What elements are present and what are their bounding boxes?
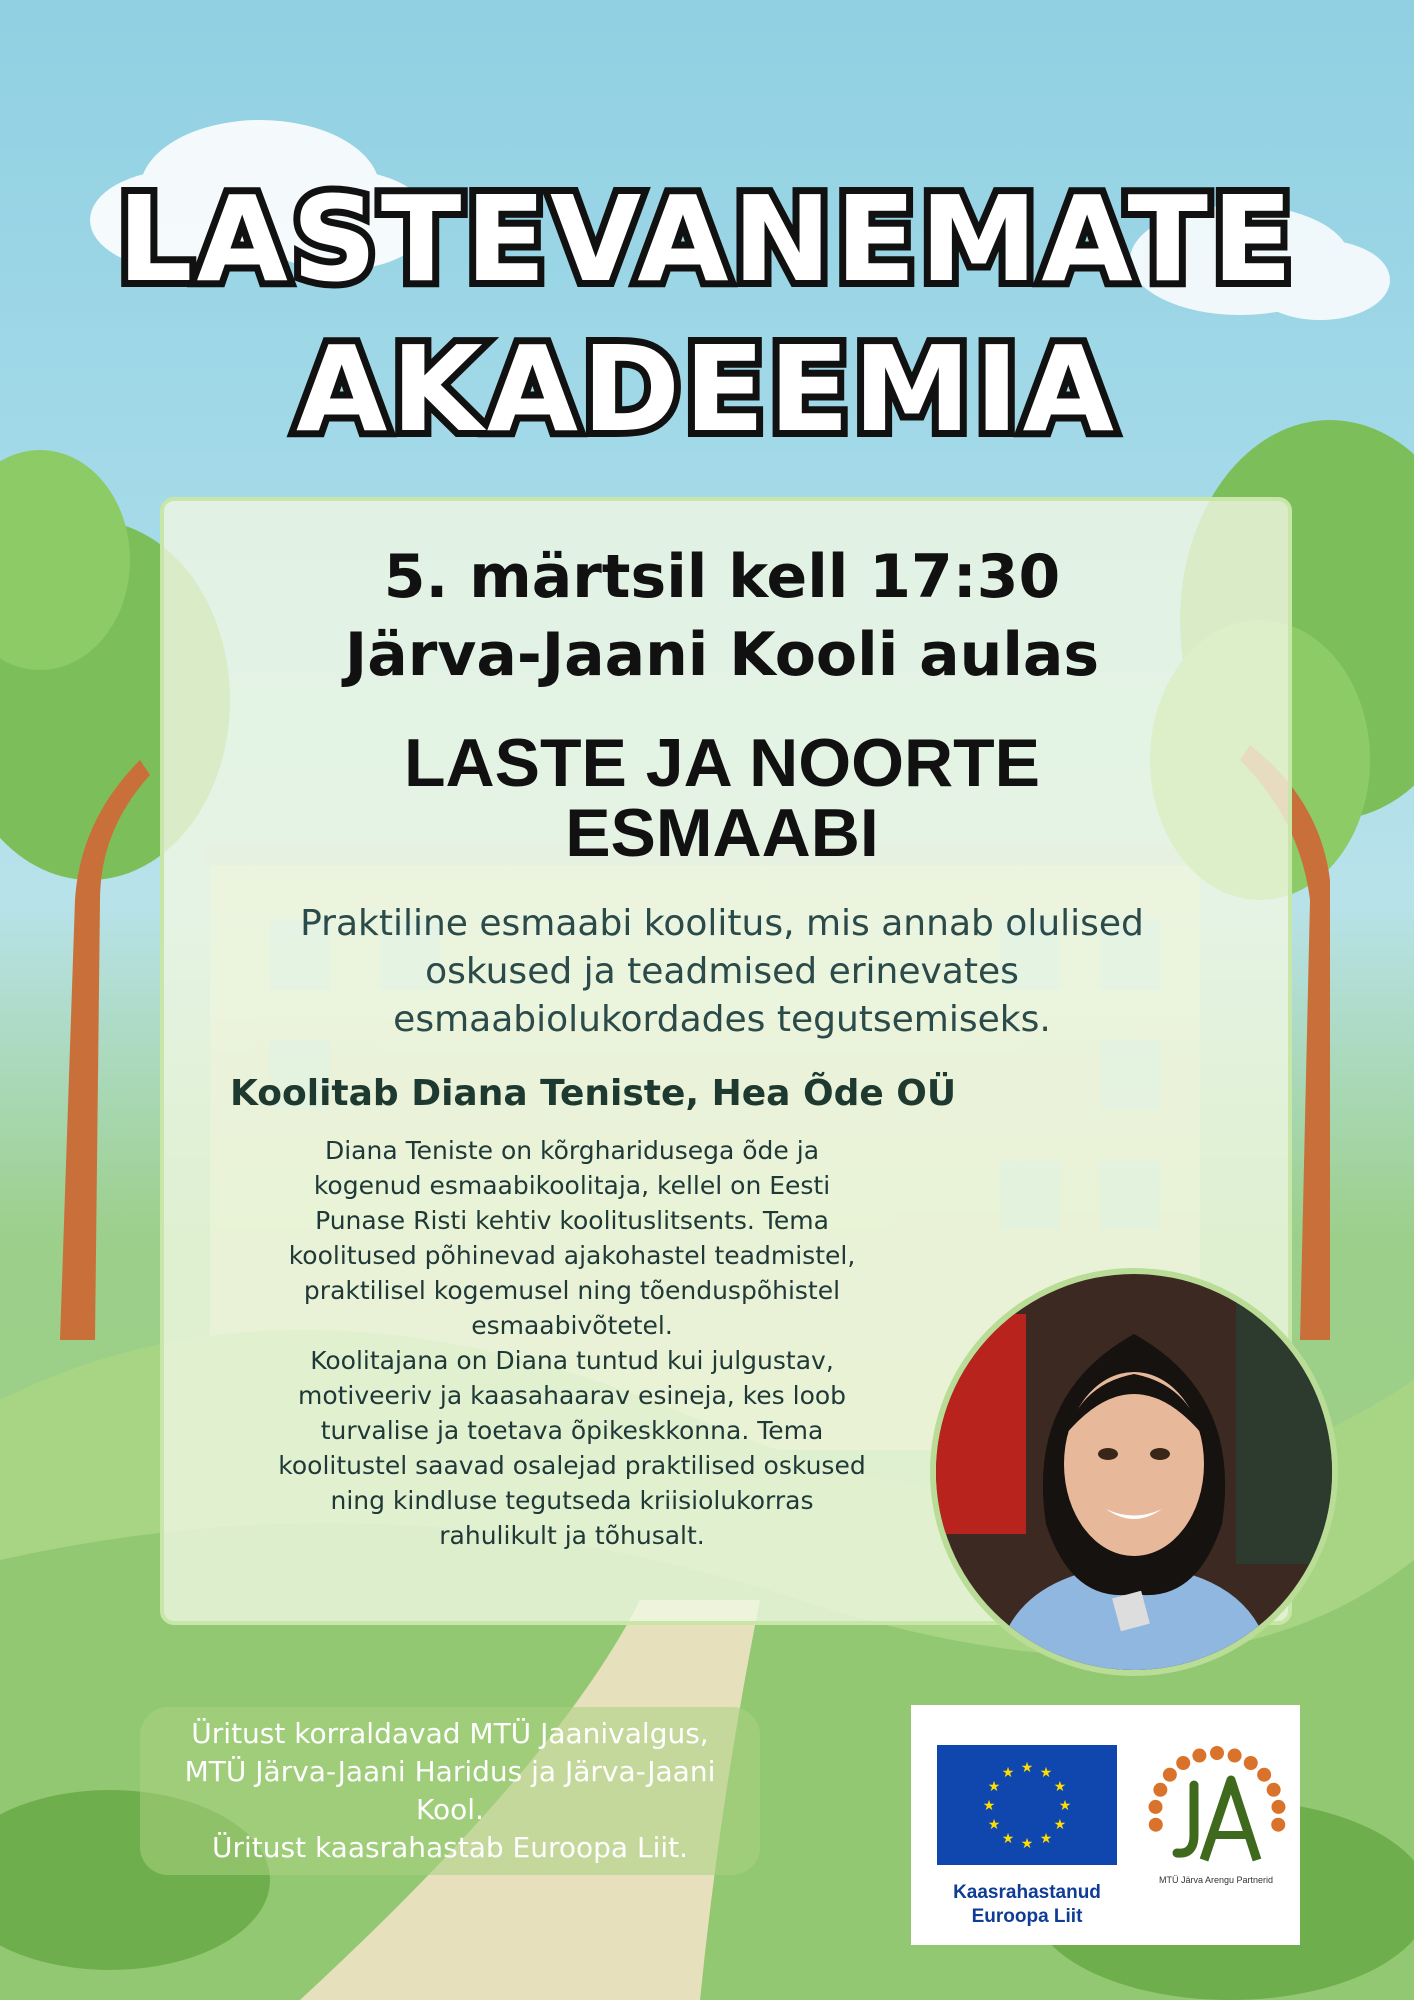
bio-line: praktilisel kogemusel ning tõenduspõhistel [303,1276,841,1305]
bio-line: rahulikult ja tõhusalt. [439,1521,705,1550]
topic-heading [160,725,1284,871]
logo-dot [1257,1768,1271,1782]
bio-paragraph-2 [228,1343,916,1553]
trainer-portrait-illustration [936,1274,1332,1670]
eu-star-icon: ★ [987,1779,1001,1795]
logo-dot [1149,1800,1163,1814]
eu-star-icon: ★ [1053,1817,1067,1833]
logo-dot [1244,1756,1258,1770]
eu-caption [921,1881,1133,1929]
trainer-heading: Koolitab Diana Teniste, Hea Õde OÜ [230,1073,957,1114]
eu-star-icon: ★ [1039,1830,1053,1847]
title-line-2: AKADEEMIA [296,320,1118,458]
partner-logo-caption: MTÜ Järva Arengu Partnerid [1158,1875,1274,1885]
eu-star-icon: ★ [1039,1765,1053,1782]
description-line: oskused ja teadmised erinevates [425,951,1019,992]
organizers-note [140,1707,760,1875]
event-venue: Järva-Jaani Kooli aulas [344,620,1100,690]
description-line: Praktiline esmaabi koolitus, mis annab olulised [300,903,1144,944]
partner-logo-icon [1139,1735,1289,1885]
topic-line-2: ESMAABI [565,795,879,871]
logo-dot [1149,1818,1163,1832]
eu-caption-line-2: Euroopa Liit [971,1906,1083,1927]
bio-line: Punase Risti kehtiv koolituslitsents. Tema [315,1206,829,1235]
trainer-photo [930,1268,1338,1676]
eu-star-icon: ★ [1020,1836,1034,1852]
logo-dot [1267,1783,1281,1797]
organizers-line: Üritust korraldavad MTÜ Jaanivalgus, [191,1717,709,1750]
bio-line: kogenud esmaabikoolitaja, kellel on Eesti [313,1171,831,1200]
sponsor-logos [911,1705,1300,1945]
eu-star-icon: ★ [982,1798,996,1814]
logo-dot [1163,1768,1177,1782]
logo-dot [1271,1818,1285,1832]
eu-caption-line-1: Kaasrahastanud [953,1882,1101,1903]
bio-line: Diana Teniste on kõrgharidusega õde ja [324,1136,820,1165]
bio-line: esmaabivõtetel. [471,1311,673,1340]
eu-star-icon: ★ [987,1817,1001,1833]
event-time-venue [160,538,1284,694]
title-line-1: LASTEVANEMATE [117,170,1297,308]
organizers-line: Üritust kaasrahastab Euroopa Liit. [211,1831,689,1864]
bio-line: koolitused põhinevad ajakohastel teadmistel, [288,1241,856,1270]
bio-paragraph-1 [228,1133,916,1343]
logo-dot [1271,1800,1285,1814]
bio-line: motiveeriv ja kaasahaarav esineja, kes loob [297,1381,847,1410]
bio-line: ning kindluse tegutseda kriisiolukorras [330,1486,814,1515]
course-description [220,900,1224,1044]
eu-star-icon: ★ [1001,1765,1015,1782]
logo-dot [1176,1756,1190,1770]
logo-dot [1210,1746,1224,1760]
description-line: esmaabiolukordades tegutsemiseks. [393,999,1051,1040]
topic-line-1: LASTE JA NOORTE [404,725,1040,801]
eu-star-icon: ★ [1053,1779,1067,1795]
eu-star-icon: ★ [1020,1760,1034,1776]
logo-dot [1192,1749,1206,1763]
trainer-bio [228,1133,916,1553]
logo-dot [1228,1749,1242,1763]
eu-star-icon: ★ [1058,1798,1072,1814]
organizers-line: MTÜ Järva-Jaani Haridus ja Järva-Jaani Kool. [184,1755,716,1826]
eu-star-icon: ★ [1001,1830,1015,1847]
event-date: 5. märtsil kell 17:30 [383,542,1061,612]
bio-line: koolitustel saavad osalejad praktilised oskused [278,1451,866,1480]
eu-flag-icon [937,1745,1117,1865]
bio-line: turvalise ja toetava õpikeskkonna. Tema [320,1416,824,1445]
logo-dot [1153,1783,1167,1797]
bio-line: Koolitajana on Diana tuntud kui julgustav, [310,1346,834,1375]
